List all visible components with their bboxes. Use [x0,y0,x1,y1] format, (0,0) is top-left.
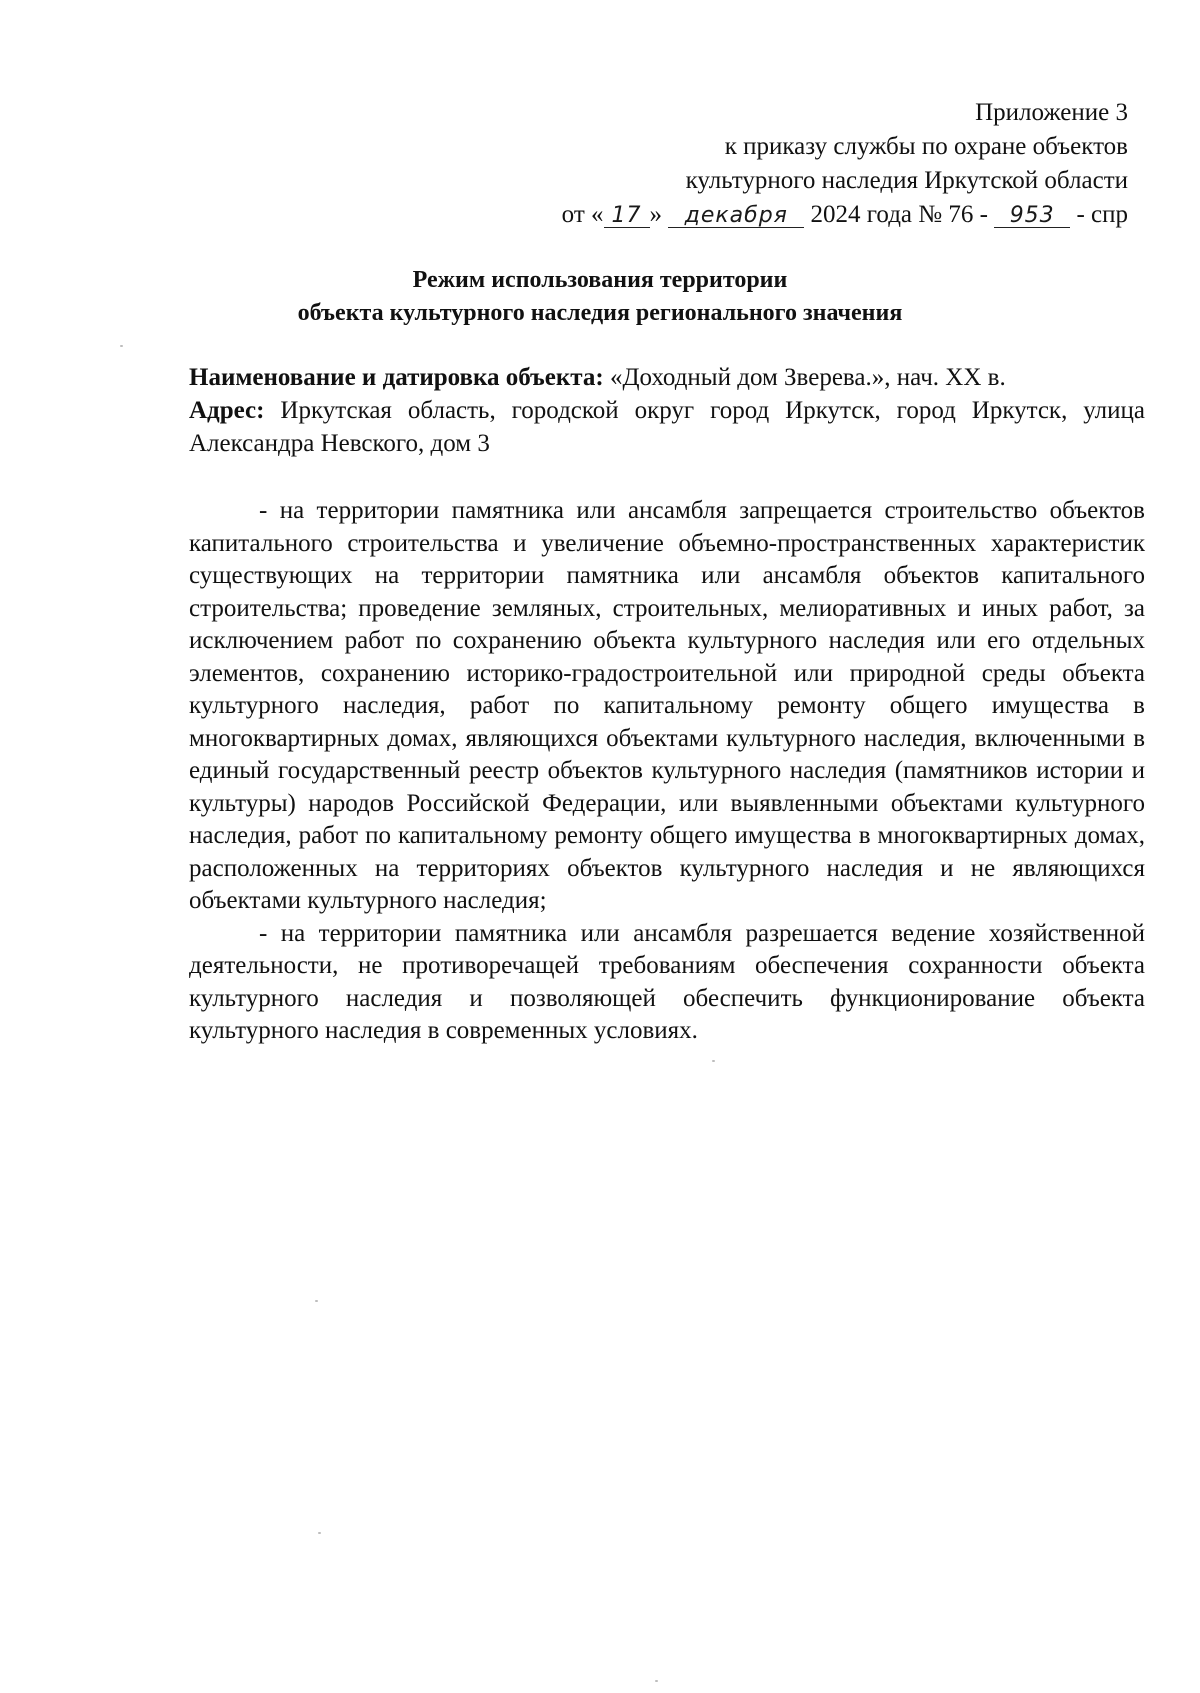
object-address-label: Адрес: [189,397,265,424]
year-and-order-number: 2024 года № 76 - [810,201,988,228]
title-line-1: Режим использования территории [412,267,788,293]
document-title [0,264,1200,330]
handwritten-day: 17 [604,205,650,228]
appendix-title: Приложение 3 [975,99,1128,126]
date-prefix: от « [561,201,604,228]
appendix-header [428,96,1128,232]
permission-paragraph: - на территории памятника или ансамбля разрешается ведение хозяйственной деятельности, не противоречащей требованиям обеспечения сохранности объекта культурного наследия и позволяющей обеспечить функционирование объекта культурного наследия в современных условиях. [189,919,1145,1044]
scan-speck [120,345,123,347]
appendix-order-line: к приказу службы по охране объектов [724,133,1128,160]
appendix-date-line [428,198,1128,232]
appendix-authority-line: культурного наследия Иркутской области [685,167,1128,194]
object-info [189,361,1145,460]
title-line-2: объекта культурного наследия регионального значения [297,300,903,326]
order-suffix: - спр [1076,201,1128,228]
scan-speck [315,1300,318,1302]
object-name-label: Наименование и датировка объекта: [189,364,604,391]
regime-text [189,495,1145,1048]
scan-speck [712,1060,715,1062]
object-name-row [189,361,1145,394]
scan-speck [318,1532,321,1534]
prohibition-paragraph: - на территории памятника или ансамбля запрещается строительство объектов капитального строительства и увеличение объемно-пространственных характеристик существующих на территории памятника или ансамбля объектов капитального строительства; проведение земляных, строительных, мелиоративных и иных работ, за исключением работ по сохранению объекта культурного наследия или его отдельных элементов, сохранению историко-градостроительной или природной среды объекта культурного наследия, работ по капитальному ремонту общего имущества в многоквартирных домах, являющихся объектами культурного наследия, включенными в единый государственный реестр объектов культурного наследия (памятников истории и культуры) народов Российской Федерации, или выявленными объектами культурного наследия, работ по капитальному ремонту общего имущества в многоквартирных домах, расположенных на территориях объектов культурного наследия и не являющихся объектами культурного наследия; [189,497,1145,914]
object-name-value: «Доходный дом Зверева.», нач. XX в. [609,364,1006,391]
handwritten-month: декабря [668,205,804,228]
handwritten-number: 953 [994,205,1070,228]
scan-speck [655,1680,658,1682]
object-address-value: Иркутская область, городской округ город Иркутск, город Иркутск, улица Александра Невского, дом 3 [189,397,1146,457]
object-address-row [189,394,1145,460]
date-mid: » [649,201,663,228]
